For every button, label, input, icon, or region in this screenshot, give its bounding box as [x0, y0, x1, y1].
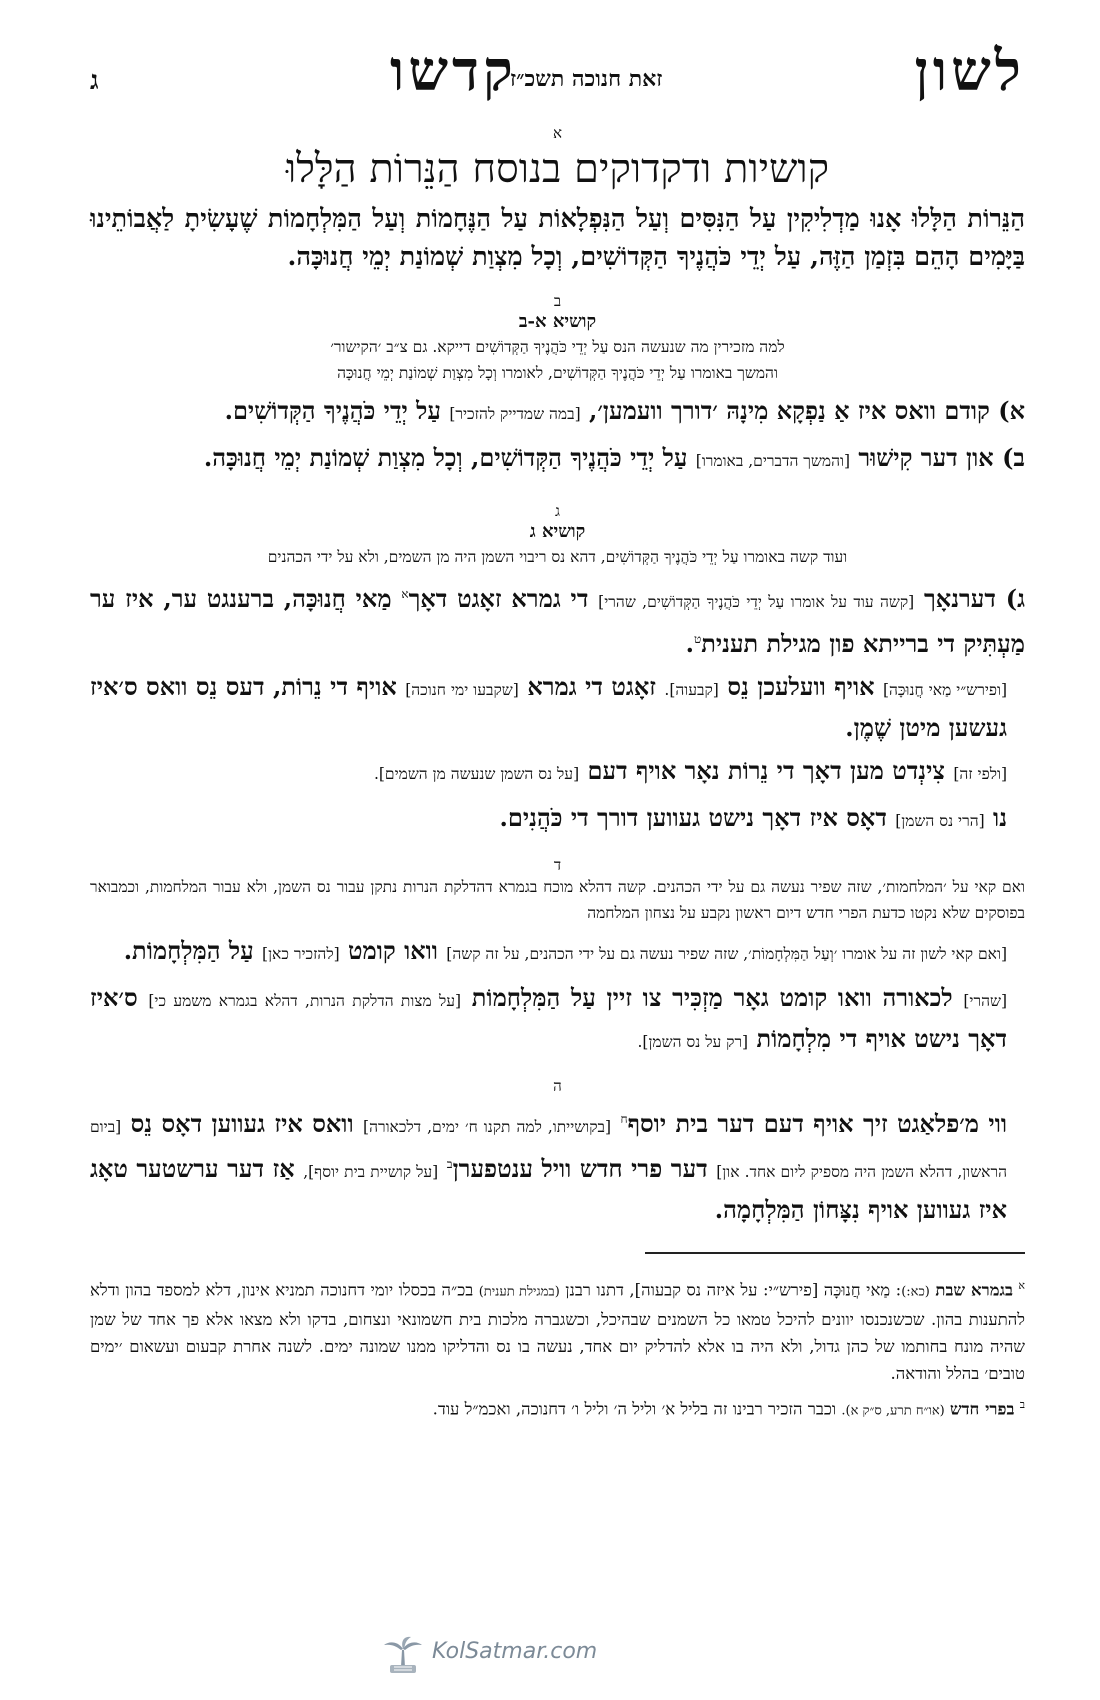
bracket-note: [בקושייתו, למה תקנו ח׳ ימים, דלכאורה]	[363, 1118, 612, 1136]
paragraph	[90, 668, 1025, 746]
footnote-ref: א	[401, 587, 409, 601]
footnote-lead: בפרי חדש	[949, 1399, 1015, 1418]
section-number: ב	[553, 292, 562, 310]
text-run: ווי מ׳פלאַגט זיך אויף דעם דער בית יוסף	[627, 1109, 1008, 1138]
text-run: עַל הַמִּלְחָמוֹת.	[123, 936, 254, 965]
paragraph	[90, 979, 1025, 1061]
bracket-note: [ביום הראשון, דהלא השמן היה מספיק ליום אחד. און]	[90, 1118, 1007, 1181]
source-ref: (במגילת תענית)	[478, 1284, 560, 1300]
footnote-lead: בגמרא שבת	[935, 1280, 1013, 1300]
footnote	[90, 1272, 1025, 1387]
section-number: ג	[555, 502, 560, 520]
text-run: עַל יְדֵי כֹּהֲנֶיךָ הַקְּדוֹשִׁים, וְכָל מִצְוַת שְׁמוֹנַת יְמֵי חֲנוּכָּה.	[203, 443, 688, 472]
footnote-ref: ב	[446, 1157, 453, 1171]
bracket-note: [ולפי זה]	[953, 765, 1007, 783]
paragraph	[90, 752, 1025, 793]
text-run: ב) און דער קִישׁוּר	[858, 443, 1025, 472]
bracket-note: [ופירש״י מַאי חֲנוּכָּה]	[882, 681, 1008, 699]
section-title: קושיא א-ב	[518, 311, 597, 332]
bracket-note: [קשה עוד על אומרו עַל יְדֵי כֹּהֲנֶיךָ הַקְּדוֹשִׁים, שהרי]	[598, 593, 915, 611]
question-item: ג) דערנאָך [קשה עוד על אומרו עַל יְדֵי כֹּהֲנֶיךָ הַקְּדוֹשִׁים, שהרי] די גמרא זאָגט דאָך$^א$ מַאי חֲנוּכָּה, ברענגט ער, איז ער מַעְתִּיק די ברייתא פון מגילת תענית$^ט$.	[90, 584, 1025, 658]
content	[90, 124, 1025, 1424]
section-summary: והמשך באומרו עַל יְדֵי כֹּהֲנֶיךָ הַקְּדוֹשִׁים, לאומרו וְכָל מִצְוַת שְׁמוֹנַת יְמֵי חֲנוּכָּה	[337, 364, 778, 382]
header-word-middle: קדשו	[390, 38, 517, 104]
page-header	[90, 38, 1025, 108]
text-run: לכאורה וואו קומט גאָר מַזְכִּיר צו זיין עַל הַמִּלְחָמוֹת	[471, 983, 953, 1012]
prayer-text: הַנֵּרוֹת הַלָּלוּ אָנוּ מַדְלִיקִין עַל הַנִּסִּים וְעַל הַנִּפְלָאוֹת עַל הַנֶּחָמוֹת וְעַל הַמִּלְחָמוֹת שֶׁעָשִׂיתָ לַאֲבוֹתֵינוּ בַּיָּמִים הָהֵם בִּזְמַן הַזֶּה, עַל יְדֵי כֹּהֲנֶיךָ הַקְּדוֹשִׁים, וְכָל מִצְוַת שְׁמוֹנַת יְמֵי חֲנוּכָּה.	[90, 204, 1025, 272]
bracket-note: [ואם קאי לשון זה על אומרו ׳וְעַל הַמִּלְחָמוֹת׳, שזה שפיר נעשה גם על ידי הכהנים, על זה קשה]	[446, 945, 1007, 963]
source-ref: (או״ח תרע, ס״ק א).	[841, 1403, 945, 1418]
text-run: ס׳איז דאָך נישט אויף די מִלְחָמוֹת	[90, 983, 1007, 1053]
footnote-separator	[645, 1252, 1025, 1254]
section-number: ד	[553, 856, 562, 874]
header-word-right: לשון	[914, 38, 1025, 104]
text-run: אַז דער ערשטער טאָג איז געווען אויף נִצָּחוֹן הַמִּלְחָמָה.	[90, 1154, 1007, 1224]
footnote-ref: ח	[620, 1112, 628, 1126]
logo-text: KolSatmar.com	[432, 1639, 598, 1664]
text-run: מַאי חֲנוּכָּה, ברענגט ער, איז ער מַעְתִּיק די ברייתא פון מגילת תענית	[90, 584, 1025, 658]
palm-tree-icon	[380, 1635, 426, 1675]
text-run: א) קודם וואס איז אַ נַפְקָא מִינָהּ ׳דורך וועמען׳,	[589, 396, 1025, 425]
text-run: ג) דערנאָך	[924, 584, 1025, 613]
text-run: אויף די נֵרוֹת, דעס נֵס וואס ס׳איז געשען מיטן שֶׁמֶן.	[90, 672, 1007, 742]
bracket-note: [קבעוה].	[664, 681, 719, 699]
footnote	[90, 1391, 1025, 1425]
section-title: קושיא ג	[529, 521, 586, 542]
bracket-note: [רק על נס השמן].	[637, 1033, 749, 1051]
footnote-mark: ב	[1019, 1397, 1025, 1411]
footnote-ref: ט	[693, 632, 702, 646]
question-item	[90, 392, 1025, 433]
bracket-note: [שקבעו ימי חנוכה]	[405, 681, 519, 699]
page-number: ג	[90, 66, 99, 96]
paragraph	[90, 1101, 1025, 1228]
footnote-text: וכבר הזכיר רבינו זה בליל א׳ וליל ה׳ וליל ו׳ דחנוכה, ואכמ״ל עוד.	[432, 1399, 837, 1418]
text-run: עַל יְדֵי כֹּהֲנֶיךָ הַקְּדוֹשִׁים.	[224, 396, 441, 425]
section-summary: ואם קאי על ׳המלחמות׳, שזה שפיר נעשה גם על ידי הכהנים. קשה דהלא מוכח בגמרא דהדלקת הנרות נתקן עבור נס השמן, ולא עבור המלחמות, וכמבואר בפוסקים שלא נקטו כדעת הפרי חדש דיום ראשון נקבע על נצחון המלחמה	[90, 878, 1025, 922]
text-run: די גמרא זאָגט דאָך	[408, 584, 589, 613]
main-title: קושיות ודקדוקים בנוסח הַנֵּרוֹת הַלָּלוּ	[285, 146, 830, 192]
bracket-note: [במה שמדייק להזכיר]	[449, 405, 581, 423]
document-page	[90, 0, 1025, 1700]
section-summary: ועוד קשה באומרו עַל יְדֵי כֹּהֲנֶיךָ הַקְּדוֹשִׁים, דהא נס ריבוי השמן היה מן השמים, ולא על ידי הכהנים	[267, 548, 848, 566]
text-run: וואס איז געווען דאָס נֵס	[130, 1109, 354, 1138]
kolsatmar-logo	[380, 1635, 680, 1675]
bracket-note: [על קושיית בית יוסף],	[303, 1163, 439, 1181]
text-run: נו	[993, 803, 1007, 832]
text-run: דאָס איז דאָך נישט געווען דורך די כֹּהֲנִים.	[499, 803, 887, 832]
bracket-note: [על נס השמן שנעשה מן השמים].	[373, 765, 580, 783]
footnote-text: בכ״ה בכסלו יומי דחנוכה תמניא אינון, דלא למספד בהון ודלא להתענות בהון. שכשנכנסו יוונים להיכל טמאו כל השמנים שבהיכל, וכשגברה מלכות בית חשמונאי ונצחום, בדקו ולא מצאו אלא פך אחד של שמן שהיה מונח בחותמו של כהן גדול, ולא היה בו אלא להדליק יום אחד, נעשה בו נס והדליקו ממנו שמונה ימים. לשנה אחרת קבעום ועשאום ׳ימים טובים׳ בהלל והודאה.	[90, 1280, 1025, 1383]
text-run: וואו קומט	[348, 936, 438, 965]
bracket-note: [הרי נס השמן]	[895, 812, 985, 830]
text-run: אויף וועלעכן נֵס	[727, 672, 875, 701]
header-subtitle: זאת חנוכה תשכ״ז	[510, 66, 663, 92]
question-item	[90, 439, 1025, 480]
text-run: צִינְדט מען דאָך די נֵרוֹת נאָר אויף דעם	[587, 756, 945, 785]
bracket-note: [להזכיר כאן]	[262, 945, 340, 963]
text-run: זאָגט די גמרא	[527, 672, 656, 701]
text-run: דער פרי חדש וויל ענטפערן	[452, 1154, 708, 1183]
bracket-note: [על מצות הדלקת הנרות, דהלא בגמרא משמע כי]	[148, 992, 462, 1010]
section-number: א	[552, 124, 562, 142]
footnote-mark: א	[1018, 1279, 1026, 1292]
paragraph	[90, 932, 1025, 973]
section-summary: למה מזכירין מה שנעשה הנס עַל יְדֵי כֹּהֲנֶיךָ הַקְּדוֹשִׁים דייקא. גם צ״ב ׳הקישור׳	[330, 338, 785, 356]
section-number: ה	[553, 1077, 562, 1095]
source-ref: (כא:)	[901, 1284, 930, 1300]
bracket-note: [שהרי]	[963, 992, 1008, 1010]
footnote-text: : מַאי חֲנוּכָּה [פירש״י: על איזה נס קבעוה], דתנו רבנן	[565, 1280, 902, 1300]
bracket-note: [והמשך הדברים, באומרו]	[695, 452, 850, 470]
paragraph	[90, 799, 1025, 840]
